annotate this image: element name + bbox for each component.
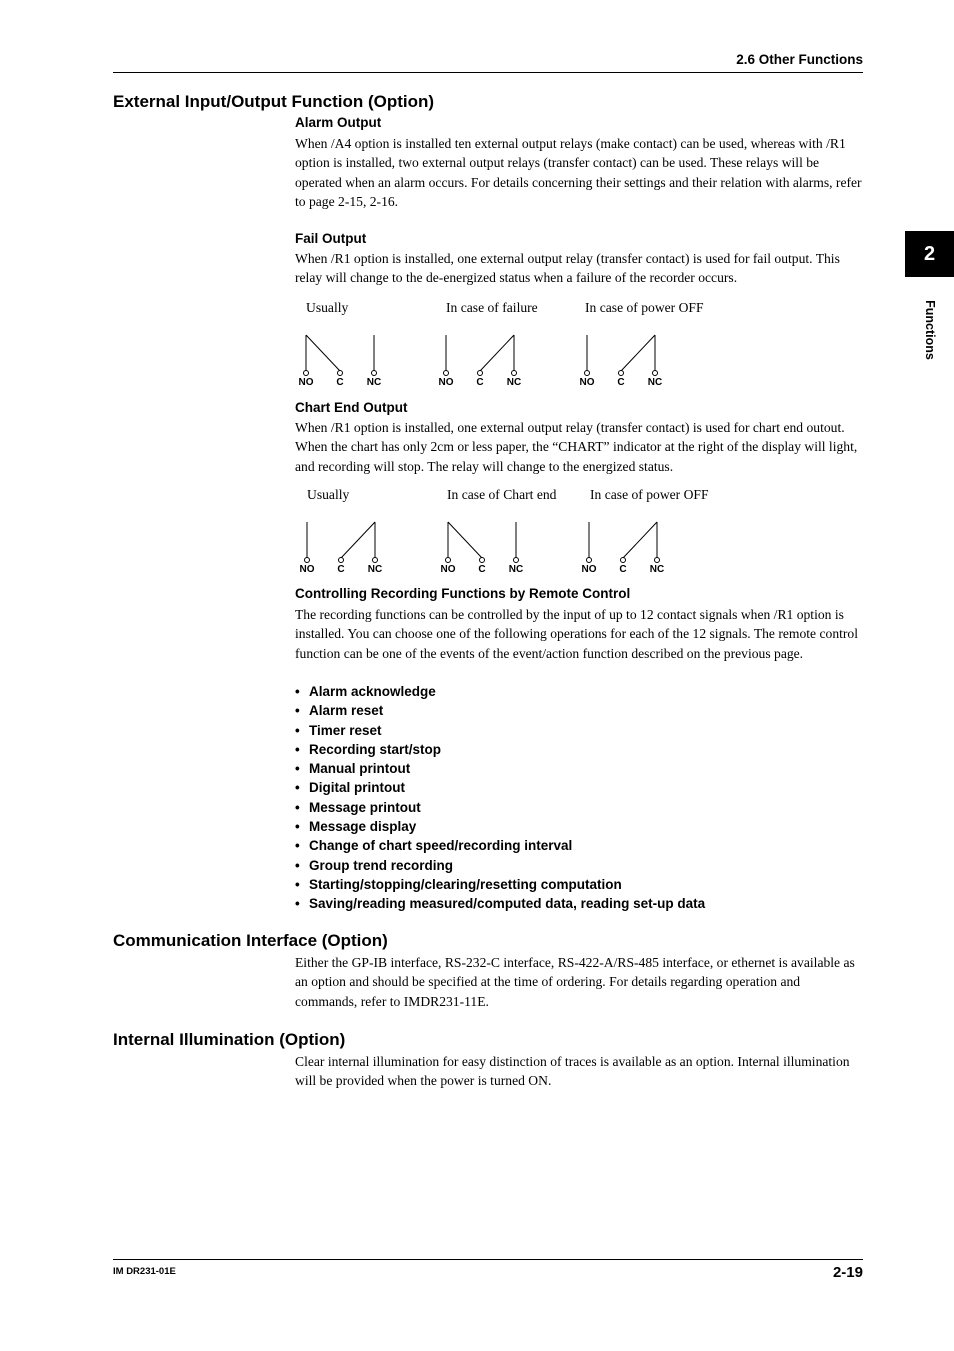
terminal-no: NO xyxy=(438,377,454,388)
terminal-no: NO xyxy=(298,377,314,388)
subsection-title-chart-end-output: Chart End Output xyxy=(295,400,408,415)
list-item: • Digital printout xyxy=(295,778,705,797)
list-item: • Timer reset xyxy=(295,721,705,740)
chart-end-output-text: When /R1 option is installed, one external output relay (transfer contact) is used for chart end outout. When the chart has only 2cm or less paper, the “CHART” indicator at the right of the display will light, and recording will stop. The relay will change to the energized status. xyxy=(295,420,858,474)
terminal-no: NO xyxy=(299,564,315,575)
subsection-title-alarm-output: Alarm Output xyxy=(295,115,382,130)
list-item: • Alarm reset xyxy=(295,701,705,720)
terminal-nc: NC xyxy=(367,564,383,575)
relay-diagram-chart-end-usually xyxy=(297,519,397,577)
header-rule xyxy=(113,72,863,73)
terminal-no: NO xyxy=(440,564,456,575)
chart-end-caption-chart-end: In case of Chart end xyxy=(447,487,557,502)
list-item: • Alarm acknowledge xyxy=(295,682,705,701)
fail-output-text: When /R1 option is installed, one external output relay (transfer contact) is used for fail output. This relay will change to the de-energized status when a failure of the recorder occurs. xyxy=(295,251,840,286)
terminal-c: C xyxy=(336,377,344,388)
list-item: • Message printout xyxy=(295,798,705,817)
terminal-c: C xyxy=(617,377,625,388)
list-item: • Recording start/stop xyxy=(295,740,705,759)
alarm-output-text: When /A4 option is installed ten external output relays (make contact) can be used, whereas with /R1 option is installed, two external output relays (transfer contact) can be used. These relays will be operated when an alarm occurs. For details concerning their settings and their relation with alarms, refer to page 2-15, 2-16. xyxy=(295,136,862,209)
section-title-illumination: Internal Illumination (Option) xyxy=(113,1030,346,1049)
list-item: • Change of chart speed/recording interval xyxy=(295,836,705,855)
list-item: • Starting/stopping/clearing/resetting computation xyxy=(295,875,705,894)
remote-control-function-list xyxy=(295,682,705,914)
list-item: • Group trend recording xyxy=(295,856,705,875)
fail-caption-power-off: In case of power OFF xyxy=(585,300,704,315)
subsection-title-fail-output: Fail Output xyxy=(295,231,367,246)
terminal-no: NO xyxy=(579,377,595,388)
communication-text: Either the GP-IB interface, RS-232-C interface, RS-422-A/RS-485 interface, or ethernet is available as an option and should be specified at the time of ordering. For details regarding operation and commands, refer to IMDR231-11E. xyxy=(295,955,855,1009)
list-item: • Manual printout xyxy=(295,759,705,778)
footer-rule xyxy=(113,1259,863,1260)
remote-control-text: The recording functions can be controlled by the input of up to 12 contact signals when /R1 option is installed. You can choose one of the following operations for each of the 12 signals. The remote control function can be one of the events of the event/action function described on the previous page. xyxy=(295,607,858,661)
terminal-nc: NC xyxy=(506,377,522,388)
terminal-c: C xyxy=(619,564,627,575)
page-number: 2-19 xyxy=(832,1264,863,1281)
chart-end-caption-usually: Usually xyxy=(307,487,350,502)
terminal-nc: NC xyxy=(508,564,524,575)
relay-diagram-chart-end-chart-end xyxy=(438,519,538,577)
chapter-side-label: Functions xyxy=(923,300,937,360)
section-title-external-io: External Input/Output Function (Option) xyxy=(113,92,435,111)
fail-caption-usually: Usually xyxy=(306,300,349,315)
relay-diagram-fail-usually xyxy=(296,332,396,390)
illumination-text: Clear internal illumination for easy distinction of traces is available as an option. Internal illumination will be provided when the power is turned ON. xyxy=(295,1054,850,1089)
terminal-c: C xyxy=(476,377,484,388)
chart-end-caption-power-off: In case of power OFF xyxy=(590,487,709,502)
terminal-c: C xyxy=(337,564,345,575)
fail-caption-failure: In case of failure xyxy=(446,300,538,315)
header-title: 2.6 Other Functions xyxy=(736,52,863,67)
terminal-nc: NC xyxy=(649,564,665,575)
terminal-nc: NC xyxy=(647,377,663,388)
list-item: • Message display xyxy=(295,817,705,836)
relay-diagram-fail-failure xyxy=(436,332,536,390)
subsection-title-remote-control: Controlling Recording Functions by Remote Control xyxy=(295,586,631,601)
list-item: • Saving/reading measured/computed data, reading set-up data xyxy=(295,894,705,913)
footer-doc-id: IM DR231-01E xyxy=(113,1266,176,1277)
terminal-nc: NC xyxy=(366,377,382,388)
relay-diagram-chart-end-power-off xyxy=(579,519,679,577)
section-title-communication: Communication Interface (Option) xyxy=(113,931,388,950)
terminal-no: NO xyxy=(581,564,597,575)
terminal-c: C xyxy=(478,564,486,575)
relay-diagram-fail-power-off xyxy=(577,332,677,390)
chapter-tab: 2 xyxy=(905,231,954,277)
